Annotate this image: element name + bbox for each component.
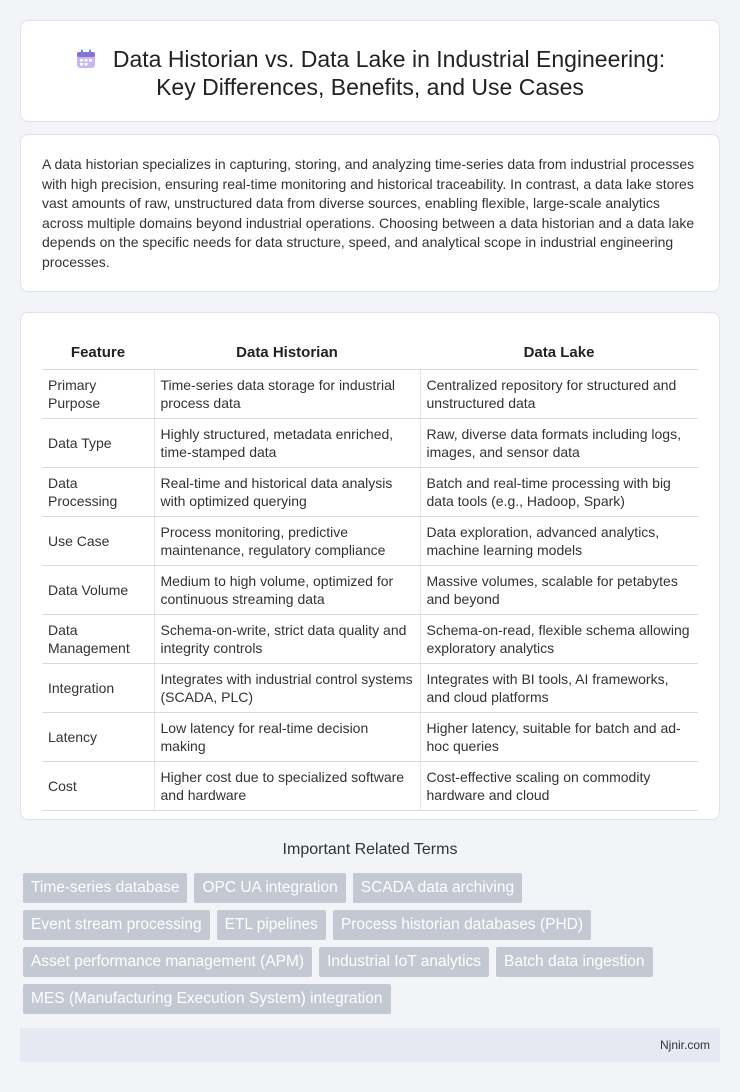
table-row <box>42 369 698 418</box>
table-header-row <box>42 333 698 369</box>
cell-feature: Data Management <box>42 614 154 663</box>
table-row <box>42 565 698 614</box>
cell-feature: Data Processing <box>42 467 154 516</box>
cell-feature: Integration <box>42 663 154 712</box>
cell-data-lake: Centralized repository for structured and unstructured data <box>420 369 698 418</box>
cell-data-lake: Massive volumes, scalable for petabytes and beyond <box>420 565 698 614</box>
table-row <box>42 761 698 810</box>
table-row <box>42 663 698 712</box>
title-card <box>20 20 720 122</box>
cell-feature: Data Volume <box>42 565 154 614</box>
footer <box>20 1028 720 1062</box>
footer-site: Njnir.com <box>659 1038 710 1052</box>
title-line-1: Data Historian vs. Data Lake in Industrial Engineering: <box>112 46 666 72</box>
related-term-tag[interactable]: Event stream processing <box>23 910 210 940</box>
related-terms-title: Important Related Terms <box>282 841 458 858</box>
related-term-tag[interactable]: Industrial IoT analytics <box>319 947 489 977</box>
cell-data-lake: Raw, diverse data formats including logs, images, and sensor data <box>420 418 698 467</box>
related-terms-row <box>23 984 723 1014</box>
table-row <box>42 516 698 565</box>
comparison-card <box>20 312 720 820</box>
related-terms-list <box>23 873 723 1021</box>
table-row <box>42 712 698 761</box>
page-title <box>21 45 719 101</box>
title-line-2: Key Differences, Benefits, and Use Cases <box>156 74 584 100</box>
cell-data-lake: Batch and real-time processing with big data tools (e.g., Hadoop, Spark) <box>420 467 698 516</box>
cell-feature: Primary Purpose <box>42 369 154 418</box>
cell-feature: Use Case <box>42 516 154 565</box>
calendar-icon <box>75 48 97 70</box>
header-feature: Feature <box>42 333 154 369</box>
related-term-tag[interactable]: OPC UA integration <box>194 873 345 903</box>
cell-data-historian: Integrates with industrial control systems (SCADA, PLC) <box>154 663 420 712</box>
related-term-tag[interactable]: MES (Manufacturing Execution System) integration <box>23 984 391 1014</box>
cell-data-lake: Integrates with BI tools, AI frameworks, and cloud platforms <box>420 663 698 712</box>
table-row <box>42 418 698 467</box>
cell-data-historian: Highly structured, metadata enriched, time-stamped data <box>154 418 420 467</box>
table-row <box>42 614 698 663</box>
related-term-tag[interactable]: Asset performance management (APM) <box>23 947 312 977</box>
cell-data-historian: Medium to high volume, optimized for continuous streaming data <box>154 565 420 614</box>
related-term-tag[interactable]: SCADA data archiving <box>353 873 522 903</box>
cell-data-lake: Higher latency, suitable for batch and ad-hoc queries <box>420 712 698 761</box>
cell-data-historian: Low latency for real-time decision making <box>154 712 420 761</box>
related-term-tag[interactable]: Batch data ingestion <box>496 947 652 977</box>
intro-paragraph: A data historian specializes in capturing, storing, and analyzing time-series data from industrial processes with high precision, ensuring real-time monitoring and historical traceability. In contrast, a data lake stores vast amounts of raw, unstructured data from diverse sources, enabling flexible, large-scale analytics across multiple domains beyond industrial operations. Choosing between a data historian and a data lake depends on the specific needs for data structure, speed, and analytical scope in industrial engineering processes. <box>42 156 695 270</box>
intro-card <box>20 134 720 292</box>
cell-feature: Cost <box>42 761 154 810</box>
cell-feature: Data Type <box>42 418 154 467</box>
cell-data-historian: Process monitoring, predictive maintenance, regulatory compliance <box>154 516 420 565</box>
cell-data-historian: Schema-on-write, strict data quality and integrity controls <box>154 614 420 663</box>
related-term-tag[interactable]: ETL pipelines <box>217 910 326 940</box>
related-term-tag[interactable]: Time-series database <box>23 873 187 903</box>
cell-data-historian: Higher cost due to specialized software and hardware <box>154 761 420 810</box>
comparison-table <box>42 333 698 811</box>
related-terms-row <box>23 873 723 903</box>
related-terms-row <box>23 947 723 977</box>
related-term-tag[interactable]: Process historian databases (PHD) <box>333 910 591 940</box>
cell-data-historian: Time-series data storage for industrial process data <box>154 369 420 418</box>
cell-data-lake: Data exploration, advanced analytics, machine learning models <box>420 516 698 565</box>
related-terms-row <box>23 910 723 940</box>
header-data-historian: Data Historian <box>154 333 420 369</box>
cell-data-lake: Cost-effective scaling on commodity hardware and cloud <box>420 761 698 810</box>
table-row <box>42 467 698 516</box>
cell-data-historian: Real-time and historical data analysis with optimized querying <box>154 467 420 516</box>
cell-feature: Latency <box>42 712 154 761</box>
header-data-lake: Data Lake <box>420 333 698 369</box>
cell-data-lake: Schema-on-read, flexible schema allowing exploratory analytics <box>420 614 698 663</box>
